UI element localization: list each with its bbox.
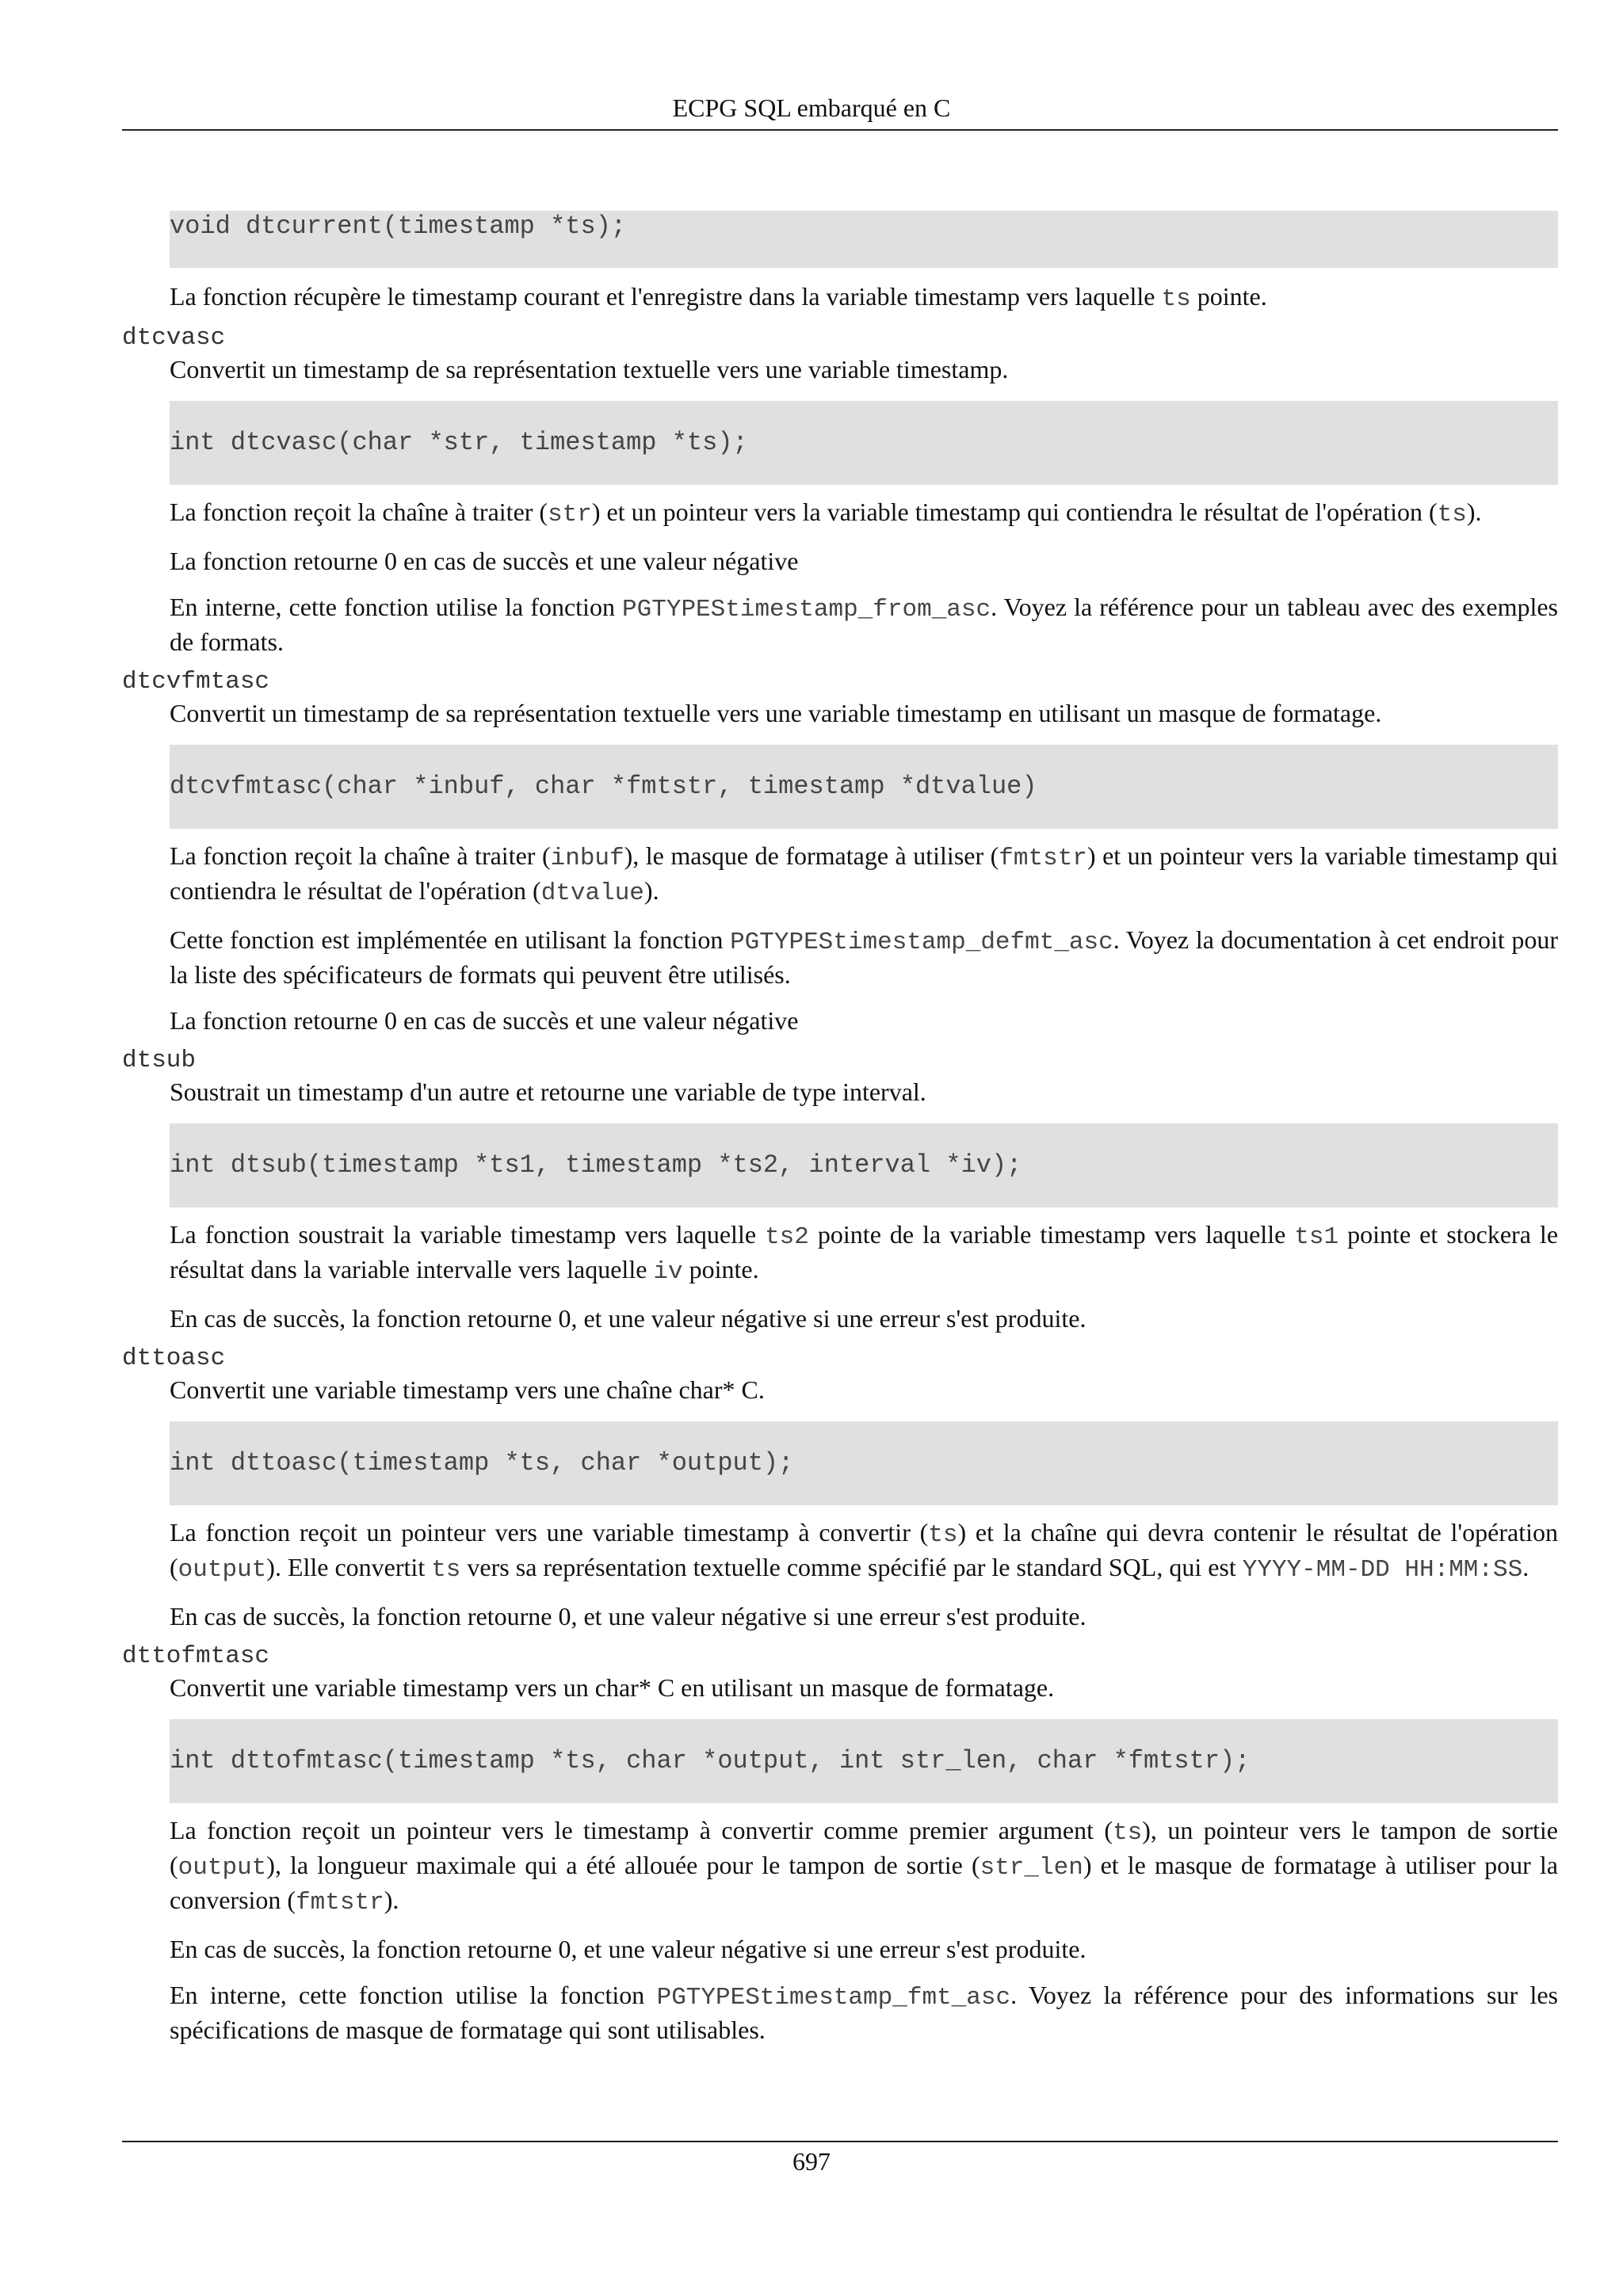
paragraph: La fonction retourne 0 en cas de succès et une valeur négative xyxy=(170,1006,799,1035)
inline-code: dtvalue xyxy=(540,879,644,907)
paragraph: La fonction retourne 0 en cas de succès et une valeur négative xyxy=(170,547,799,575)
function-description: Convertit un timestamp de sa représentation textuelle vers une variable timestamp en utilisant un masque de formatage. xyxy=(170,699,1382,727)
inline-code: fmtstr xyxy=(999,845,1087,872)
inline-code: inbuf xyxy=(550,845,624,872)
footer-rule xyxy=(122,2141,1558,2142)
page-number: 697 xyxy=(792,2147,831,2176)
code-block-dttofmtasc: int dttofmtasc(timestamp *ts, char *output, int str_len, char *fmtstr); xyxy=(170,1719,1558,1803)
function-description: Convertit une variable timestamp vers un char* C en utilisant un masque de formatage. xyxy=(170,1673,1055,1702)
function-description: Soustrait un timestamp d'un autre et retourne une variable de type interval. xyxy=(170,1077,926,1106)
inline-code: PGTYPEStimestamp_from_asc xyxy=(622,596,991,624)
paragraph: La fonction reçoit la chaîne à traiter (inbuf), le masque de formatage à utiliser (fmtstr) et un pointeur vers la variable timestamp qui contiendra le résultat de l'opération (dtvalue). xyxy=(170,841,1559,907)
inline-code: PGTYPEStimestamp_defmt_asc xyxy=(730,929,1113,956)
code-block-dtcvfmtasc: dtcvfmtasc(char *inbuf, char *fmtstr, timestamp *dtvalue) xyxy=(170,745,1558,829)
paragraph: En cas de succès, la fonction retourne 0, et une valeur négative si une erreur s'est produite. xyxy=(170,1935,1086,1963)
function-term: dtcvasc xyxy=(122,324,226,352)
inline-code: ts2 xyxy=(765,1223,809,1251)
paragraph: La fonction reçoit un pointeur vers le timestamp à convertir comme premier argument (ts), un pointeur vers le tampon de sortie (output), la longueur maximale qui a été allouée pour le tampon de sortie (str_len) et le masque de formatage à utiliser pour la conversion (fmtstr). xyxy=(170,1816,1559,1917)
inline-code: ts xyxy=(928,1521,958,1549)
paragraph: La fonction récupère le timestamp courant et l'enregistre dans la variable timestamp vers laquelle ts pointe. xyxy=(170,282,1267,313)
inline-code: output xyxy=(178,1556,267,1584)
header-rule xyxy=(122,129,1558,131)
code-block-dttoasc: int dttoasc(timestamp *ts, char *output); xyxy=(170,1421,1558,1505)
inline-code: PGTYPEStimestamp_fmt_asc xyxy=(656,1984,1011,2012)
function-term: dtcvfmtasc xyxy=(122,668,270,696)
function-description: Convertit un timestamp de sa représentation textuelle vers une variable timestamp. xyxy=(170,355,1009,383)
page-content xyxy=(122,211,1558,2046)
inline-code: iv xyxy=(653,1258,683,1286)
inline-code: ts1 xyxy=(1294,1223,1339,1251)
paragraph: En cas de succès, la fonction retourne 0, et une valeur négative si une erreur s'est produite. xyxy=(170,1602,1086,1630)
paragraph: En interne, cette fonction utilise la fonction PGTYPEStimestamp_from_asc. Voyez la référence pour un tableau avec des exemples de formats. xyxy=(170,593,1558,656)
function-term: dttofmtasc xyxy=(122,1642,270,1670)
inline-code: YYYY-MM-DD HH:MM:SS xyxy=(1242,1556,1523,1584)
function-term: dtsub xyxy=(122,1047,197,1074)
inline-code: output xyxy=(178,1854,267,1882)
paragraph: En cas de succès, la fonction retourne 0, et une valeur négative si une erreur s'est produite. xyxy=(170,1304,1086,1333)
inline-code: ts xyxy=(431,1556,461,1584)
inline-code: str xyxy=(548,501,592,528)
code-block-dtcvasc: int dtcvasc(char *str, timestamp *ts); xyxy=(170,401,1558,485)
paragraph: La fonction reçoit un pointeur vers une variable timestamp à convertir (ts) et la chaîne qui devra contenir le résultat de l'opération (output). Elle convertit ts vers sa représentation textuelle comme spécifié par le standard SQL, qui est YYYY-MM-DD HH:MM:SS. xyxy=(170,1518,1559,1584)
paragraph: La fonction soustrait la variable timestamp vers laquelle ts2 pointe de la variable timestamp vers laquelle ts1 pointe et stockera le résultat dans la variable intervalle vers laquelle iv pointe. xyxy=(170,1220,1559,1286)
code-block-dtsub: int dtsub(timestamp *ts1, timestamp *ts2, interval *iv); xyxy=(170,1123,1558,1207)
inline-code: ts xyxy=(1113,1819,1143,1847)
function-term: dttoasc xyxy=(122,1344,226,1372)
inline-code: ts xyxy=(1161,285,1191,313)
function-description: Convertit une variable timestamp vers une chaîne char* C. xyxy=(170,1375,765,1404)
paragraph: Cette fonction est implémentée en utilisant la fonction PGTYPEStimestamp_defmt_asc. Voyez la documentation à cet endroit pour la liste des spécificateurs de formats qui peuvent être utilisés. xyxy=(170,925,1559,989)
inline-code: ts xyxy=(1437,501,1467,528)
paragraph: En interne, cette fonction utilise la fonction PGTYPEStimestamp_fmt_asc. Voyez la référence pour des informations sur les spécifications de masque de formatage qui sont utilisables. xyxy=(170,1981,1559,2044)
inline-code: str_len xyxy=(980,1854,1083,1882)
running-header: ECPG SQL embarqué en C xyxy=(672,93,951,122)
code-block-dtcurrent: void dtcurrent(timestamp *ts); xyxy=(170,211,1558,268)
inline-code: fmtstr xyxy=(296,1889,384,1917)
paragraph: La fonction reçoit la chaîne à traiter (str) et un pointeur vers la variable timestamp qui contiendra le résultat de l'opération (ts). xyxy=(170,498,1482,528)
